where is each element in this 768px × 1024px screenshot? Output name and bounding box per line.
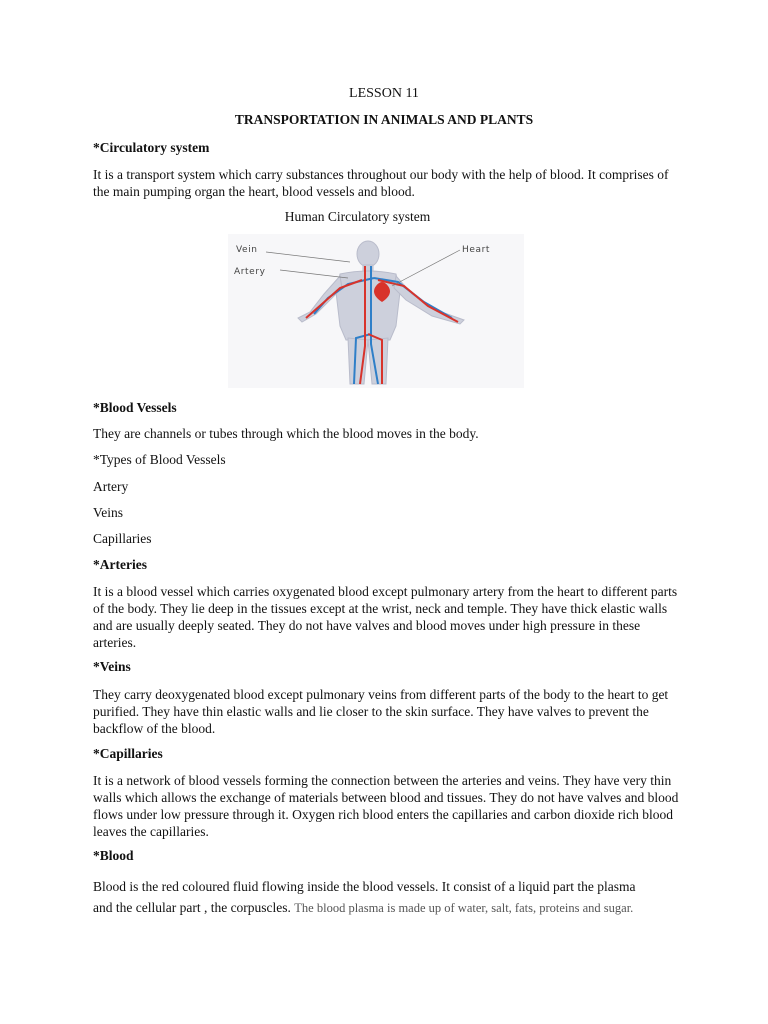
types-heading: *Types of Blood Vessels	[93, 452, 226, 467]
blood-vessels-heading: *Blood Vessels	[93, 400, 177, 415]
arteries-paragraph: It is a blood vessel which carries oxygenated blood except pulmonary artery from the heart to different parts of the body. They lie deep in the tissues except at the wrist, neck and temple. They have thick elastic walls and are usually deeply seated. They do not have valves and blood moves under high pressure in these arteries.	[93, 584, 678, 650]
human-body-diagram	[228, 234, 524, 388]
page-title: TRANSPORTATION IN ANIMALS AND PLANTS	[234, 112, 534, 127]
blood-text-corpuscles: and the cellular part , the corpuscles.	[93, 900, 291, 915]
capillaries-paragraph: It is a network of blood vessels forming the connection between the arteries and veins. They have very thin walls which allows the exchange of materials between blood and tissues. They do not have valves and blood flows under low pressure through it. Oxygen rich blood enters the capillaries and carbon dioxide rich blood leaves the capillaries.	[93, 773, 679, 839]
circulatory-paragraph: It is a transport system which carry substances throughout our body with the help of blood. It comprises of the main pumping organ the heart, blood vessels and blood.	[93, 167, 669, 199]
blood-heading: *Blood	[93, 848, 134, 863]
label-vein: Vein	[236, 245, 258, 255]
lesson-number: LESSON 11	[349, 86, 419, 101]
circulatory-system-figure	[228, 234, 524, 388]
blood-line-2	[93, 900, 633, 916]
capillaries-heading: *Capillaries	[93, 746, 163, 761]
blood-line-1: Blood is the red coloured fluid flowing inside the blood vessels. It consist of a liquid part the plasma	[93, 879, 636, 894]
label-artery: Artery	[234, 267, 266, 277]
circulatory-heading: *Circulatory system	[93, 140, 210, 155]
type-veins: Veins	[93, 505, 123, 520]
type-artery: Artery	[93, 479, 129, 494]
label-heart: Heart	[462, 245, 491, 255]
blood-vessels-paragraph: They are channels or tubes through which the blood moves in the body.	[93, 426, 479, 441]
blood-text-plasma: The blood plasma is made up of water, salt, fats, proteins and sugar.	[294, 901, 634, 915]
arteries-heading: *Arteries	[93, 557, 147, 572]
type-capillaries: Capillaries	[93, 531, 152, 546]
veins-heading: *Veins	[93, 659, 131, 674]
veins-paragraph: They carry deoxygenated blood except pulmonary veins from different parts of the body to the heart to get purified. They have thin elastic walls and lie closer to the skin surface. They have valves to prevent the backflow of the blood.	[93, 687, 669, 736]
figure-caption: Human Circulatory system	[284, 209, 431, 224]
